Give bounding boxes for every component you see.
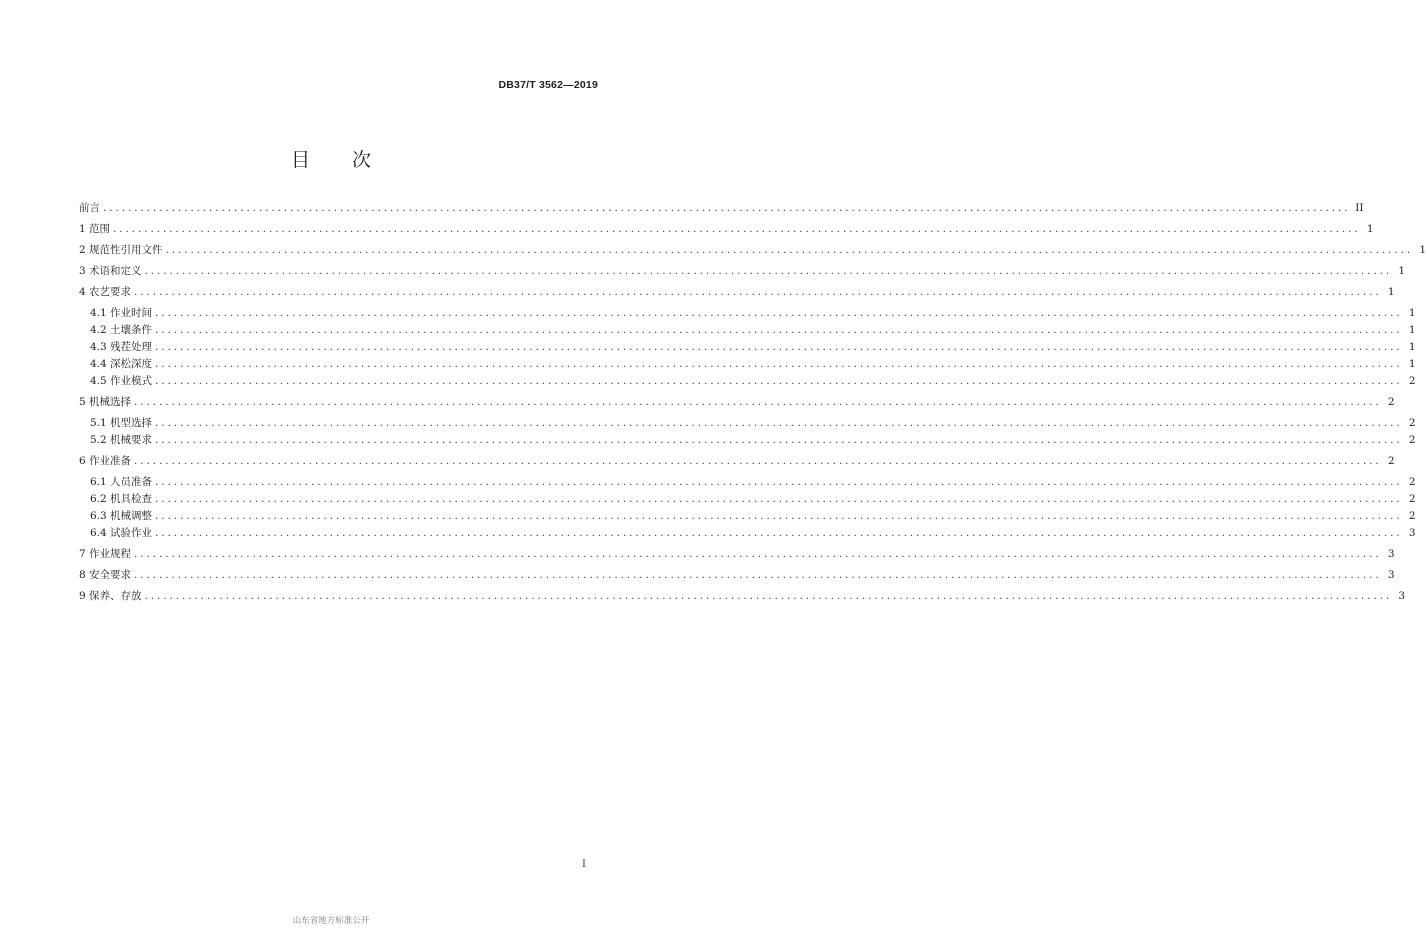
toc-leader-dots: ........................................................................................................................................................................................................ — [134, 548, 1382, 560]
toc-entry-label: 4.4 深松深度 — [90, 358, 153, 370]
toc-entry-6-4[interactable] — [79, 525, 1416, 542]
toc-entry-page: 1 — [1408, 307, 1416, 319]
toc-entry-foreword[interactable] — [79, 200, 1364, 217]
toc-leader-dots: ........................................................................................................................................................................................................ — [155, 417, 1403, 429]
toc-entry-page: 2 — [1408, 434, 1416, 446]
toc-entry-4-4[interactable] — [79, 356, 1416, 373]
toc-entry-4-5[interactable] — [79, 373, 1416, 390]
toc-leader-dots: ........................................................................................................................................................................................................ — [165, 244, 1414, 256]
toc-entry-label: 6.4 试验作业 — [90, 527, 153, 539]
toc-entry-page: 2 — [1387, 455, 1395, 467]
toc-entry-page: 1 — [1398, 265, 1406, 277]
toc-leader-dots: ........................................................................................................................................................................................................ — [155, 307, 1403, 319]
toc-leader-dots: ........................................................................................................................................................................................................ — [155, 476, 1403, 488]
toc-leader-dots: ........................................................................................................................................................................................................ — [134, 455, 1382, 467]
toc-leader-dots: ........................................................................................................................................................................................................ — [113, 223, 1361, 235]
toc-entry-page: 3 — [1398, 590, 1406, 602]
toc-leader-dots: ........................................................................................................................................................................................................ — [155, 527, 1403, 539]
toc-entry-label: 4 农艺要求 — [79, 286, 132, 298]
toc-entry-label: 3 术语和定义 — [79, 265, 142, 277]
toc-leader-dots: ........................................................................................................................................................................................................ — [144, 590, 1393, 602]
toc-leader-dots: ........................................................................................................................................................................................................ — [155, 341, 1403, 353]
toc-entry-4-3[interactable] — [79, 339, 1416, 356]
toc-entry-label: 5.1 机型选择 — [90, 417, 153, 429]
toc-entry-label: 前言 — [79, 202, 100, 214]
toc-entry-normative-references[interactable] — [79, 242, 1426, 259]
toc-leader-dots: ........................................................................................................................................................................................................ — [144, 265, 1393, 277]
toc-entry-label: 4.1 作业时间 — [90, 307, 153, 319]
toc-entry-page: 2 — [1408, 375, 1416, 387]
toc-entry-label: 8 安全要求 — [79, 569, 132, 581]
toc-entry-page: 1 — [1408, 358, 1416, 370]
toc-entry-label: 5 机械选择 — [79, 396, 132, 408]
toc-entry-machine-selection[interactable] — [79, 394, 1395, 411]
toc-entry-label: 4.2 土壤条件 — [90, 324, 153, 336]
toc-entry-page: 3 — [1408, 527, 1416, 539]
toc-entry-page: 2 — [1408, 417, 1416, 429]
toc-entry-label: 7 作业规程 — [79, 548, 132, 560]
toc-entry-maintenance-storage[interactable] — [79, 588, 1406, 605]
toc-entry-page: 3 — [1387, 548, 1395, 560]
toc-entry-page: 2 — [1387, 396, 1395, 408]
toc-leader-dots: ........................................................................................................................................................................................................ — [155, 375, 1403, 387]
toc-leader-dots: ........................................................................................................................................................................................................ — [155, 434, 1403, 446]
toc-entry-label: 1 范围 — [79, 223, 111, 235]
toc-leader-dots: ........................................................................................................................................................................................................ — [134, 396, 1382, 408]
toc-title — [0, 145, 662, 172]
toc-entry-page: 2 — [1408, 510, 1416, 522]
toc-entry-page: 2 — [1408, 493, 1416, 505]
toc-leader-dots: ........................................................................................................................................................................................................ — [155, 510, 1403, 522]
toc-entry-6-3[interactable] — [79, 508, 1416, 525]
toc-entry-agronomic-requirements[interactable] — [79, 284, 1395, 301]
toc-entry-operation-procedures[interactable] — [79, 546, 1395, 563]
toc-entry-page: II — [1355, 202, 1364, 214]
toc-entry-label: 6.3 机械调整 — [90, 510, 153, 522]
toc-entry-6-2[interactable] — [79, 491, 1416, 508]
toc-entry-5-2[interactable] — [79, 432, 1416, 449]
document-code: DB37/T 3562—2019 — [498, 79, 598, 91]
toc-entry-page: 1 — [1419, 244, 1426, 256]
toc-entry-page: 3 — [1387, 569, 1395, 581]
toc-entry-label: 9 保养、存放 — [79, 590, 142, 602]
toc-entry-4-2[interactable] — [79, 322, 1416, 339]
table-of-contents — [79, 200, 1426, 605]
toc-entry-label: 5.2 机械要求 — [90, 434, 153, 446]
toc-entry-4-1[interactable] — [79, 305, 1416, 322]
toc-entry-label: 6 作业准备 — [79, 455, 132, 467]
toc-entry-6-1[interactable] — [79, 474, 1416, 491]
toc-title-char-2: 次 — [352, 149, 372, 171]
toc-entry-label: 4.3 残茬处理 — [90, 341, 153, 353]
toc-entry-page: 1 — [1366, 223, 1374, 235]
toc-entry-label: 6.1 人员准备 — [90, 476, 153, 488]
toc-leader-dots: ........................................................................................................................................................................................................ — [155, 324, 1403, 336]
toc-entry-terms-definitions[interactable] — [79, 263, 1406, 280]
toc-entry-safety-requirements[interactable] — [79, 567, 1395, 584]
toc-entry-label: 2 规范性引用文件 — [79, 244, 163, 256]
toc-entry-5-1[interactable] — [79, 415, 1416, 432]
toc-entry-page: 2 — [1408, 476, 1416, 488]
toc-entry-page: 1 — [1408, 324, 1416, 336]
toc-entry-page: 1 — [1387, 286, 1395, 298]
toc-leader-dots: ........................................................................................................................................................................................................ — [134, 569, 1382, 581]
toc-entry-scope[interactable] — [79, 221, 1374, 238]
toc-entry-operation-preparation[interactable] — [79, 453, 1395, 470]
toc-entry-label: 4.5 作业模式 — [90, 375, 153, 387]
toc-title-char-1: 目 — [290, 149, 310, 171]
toc-leader-dots: ........................................................................................................................................................................................................ — [103, 202, 1351, 214]
toc-leader-dots: ........................................................................................................................................................................................................ — [134, 286, 1382, 298]
toc-leader-dots: ........................................................................................................................................................................................................ — [155, 358, 1403, 370]
toc-leader-dots: ........................................................................................................................................................................................................ — [155, 493, 1403, 505]
page-number: I — [582, 859, 586, 870]
toc-entry-label: 6.2 机具检查 — [90, 493, 153, 505]
toc-entry-page: 1 — [1408, 341, 1416, 353]
footer-text: 山东省地方标准公开 — [292, 916, 370, 926]
